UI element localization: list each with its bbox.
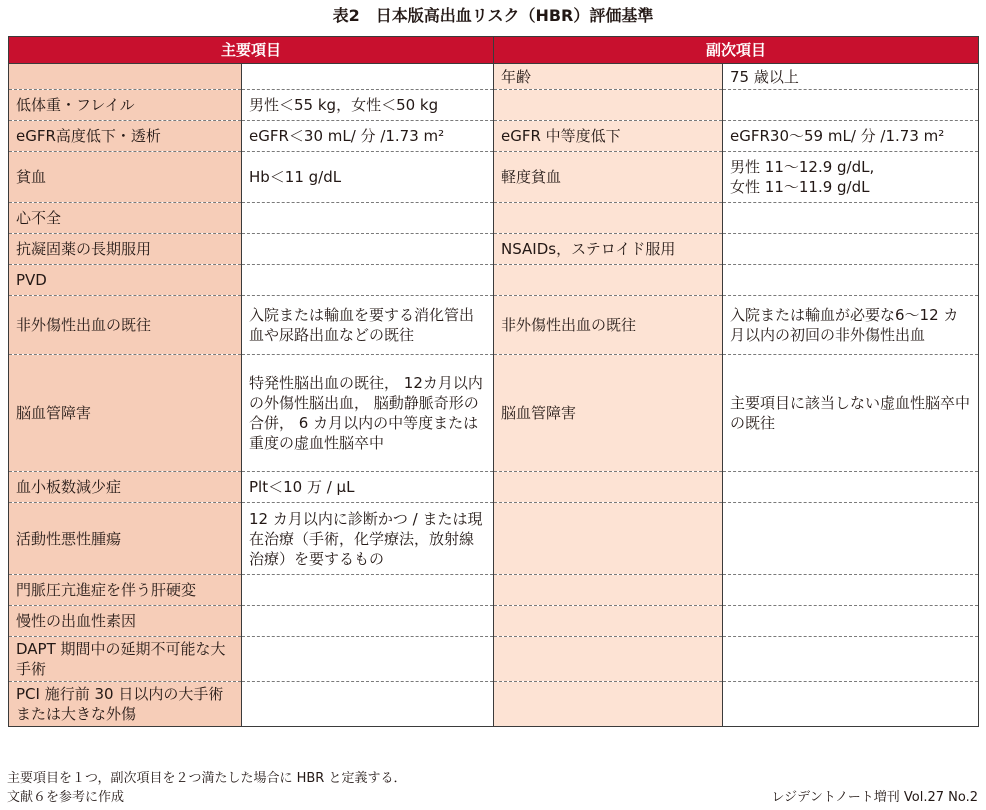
table-row — [9, 64, 979, 90]
major-item-criterion — [242, 682, 494, 727]
header-row — [9, 37, 979, 64]
minor-item-label — [494, 90, 723, 121]
major-item-label: eGFR高度低下・透析 — [9, 121, 242, 152]
table-row — [9, 472, 979, 503]
major-item-criterion — [242, 606, 494, 637]
major-item-criterion — [242, 64, 494, 90]
major-item-criterion: eGFR＜30 mL/ 分 /1.73 m² — [242, 121, 494, 152]
table-row — [9, 296, 979, 355]
hbr-criteria-table — [8, 36, 979, 727]
major-item-label: DAPT 期間中の延期不可能な大手術 — [9, 637, 242, 682]
major-item-label — [9, 64, 242, 90]
major-item-label: 貧血 — [9, 152, 242, 203]
minor-item-criterion — [723, 234, 979, 265]
minor-criteria-header: 副次項目 — [494, 37, 979, 64]
major-item-label: 抗凝固薬の長期服用 — [9, 234, 242, 265]
major-item-criterion — [242, 575, 494, 606]
major-item-criterion: 男性＜55 kg，女性＜50 kg — [242, 90, 494, 121]
table-row — [9, 203, 979, 234]
table-row — [9, 234, 979, 265]
publication-credit: レジデントノート増刊 Vol.27 No.2 — [771, 790, 978, 805]
table-row — [9, 606, 979, 637]
table-row — [9, 152, 979, 203]
table-row — [9, 682, 979, 727]
minor-item-label — [494, 503, 723, 575]
table-row — [9, 637, 979, 682]
major-item-criterion — [242, 203, 494, 234]
table-row — [9, 355, 979, 472]
major-item-label: PVD — [9, 265, 242, 296]
minor-item-criterion — [723, 682, 979, 727]
major-item-criterion: 12 カ月以内に診断かつ / または現在治療（手術，化学療法，放射線治療）を要するもの — [242, 503, 494, 575]
minor-item-label: NSAIDs，ステロイド服用 — [494, 234, 723, 265]
minor-item-criterion — [723, 265, 979, 296]
major-item-label: 脳血管障害 — [9, 355, 242, 472]
table-row — [9, 503, 979, 575]
major-item-label: 慢性の出血性素因 — [9, 606, 242, 637]
minor-item-label: 脳血管障害 — [494, 355, 723, 472]
major-item-criterion — [242, 265, 494, 296]
minor-item-criterion: 75 歳以上 — [723, 64, 979, 90]
major-item-label: 心不全 — [9, 203, 242, 234]
table-row — [9, 121, 979, 152]
minor-item-label — [494, 203, 723, 234]
major-item-criterion: Plt＜10 万 / μL — [242, 472, 494, 503]
minor-item-criterion — [723, 472, 979, 503]
minor-item-label: eGFR 中等度低下 — [494, 121, 723, 152]
minor-item-label — [494, 682, 723, 727]
table-row — [9, 90, 979, 121]
major-item-criterion — [242, 637, 494, 682]
major-item-label: 血小板数減少症 — [9, 472, 242, 503]
minor-item-criterion — [723, 637, 979, 682]
minor-item-criterion — [723, 203, 979, 234]
minor-item-label: 年齢 — [494, 64, 723, 90]
minor-item-label: 軽度貧血 — [494, 152, 723, 203]
footnote-reference: 文献６を参考に作成 — [7, 790, 125, 805]
minor-item-criterion — [723, 90, 979, 121]
major-item-label: 活動性悪性腫瘍 — [9, 503, 242, 575]
minor-item-label: 非外傷性出血の既往 — [494, 296, 723, 355]
major-item-criterion: Hb＜11 g/dL — [242, 152, 494, 203]
minor-item-criterion: 入院または輸血が必要な6～12 カ月以内の初回の非外傷性出血 — [723, 296, 979, 355]
minor-item-criterion: 主要項目に該当しない虚血性脳卒中の既往 — [723, 355, 979, 472]
minor-item-label — [494, 637, 723, 682]
major-item-label: 非外傷性出血の既往 — [9, 296, 242, 355]
minor-item-criterion — [723, 503, 979, 575]
table-row — [9, 575, 979, 606]
footnotes — [7, 769, 707, 807]
major-item-criterion: 特発性脳出血の既往， 12カ月以内の外傷性脳出血， 脳動静脈奇形の合併， 6 カ月以内の中等度または重度の虚血性脳卒中 — [242, 355, 494, 472]
minor-item-criterion — [723, 575, 979, 606]
major-item-label: 低体重・フレイル — [9, 90, 242, 121]
table-row — [9, 265, 979, 296]
minor-item-label — [494, 606, 723, 637]
minor-item-label — [494, 575, 723, 606]
footnote-definition: 主要項目を１つ，副次項目を２つ満たした場合に HBR と定義する． — [7, 771, 407, 786]
major-criteria-header: 主要項目 — [9, 37, 494, 64]
major-item-label: PCI 施行前 30 日以内の大手術または大きな外傷 — [9, 682, 242, 727]
table-body — [9, 64, 979, 727]
minor-item-label — [494, 265, 723, 296]
major-item-criterion: 入院または輸血を要する消化管出血や尿路出血などの既往 — [242, 296, 494, 355]
minor-item-criterion: eGFR30～59 mL/ 分 /1.73 m² — [723, 121, 979, 152]
major-item-label: 門脈圧亢進症を伴う肝硬変 — [9, 575, 242, 606]
minor-item-criterion: 男性 11～12.9 g/dL, 女性 11～11.9 g/dL — [723, 152, 979, 203]
minor-item-criterion — [723, 606, 979, 637]
minor-item-label — [494, 472, 723, 503]
table-title: 表2 日本版高出血リスク（HBR）評価基準 — [332, 6, 654, 25]
major-item-criterion — [242, 234, 494, 265]
